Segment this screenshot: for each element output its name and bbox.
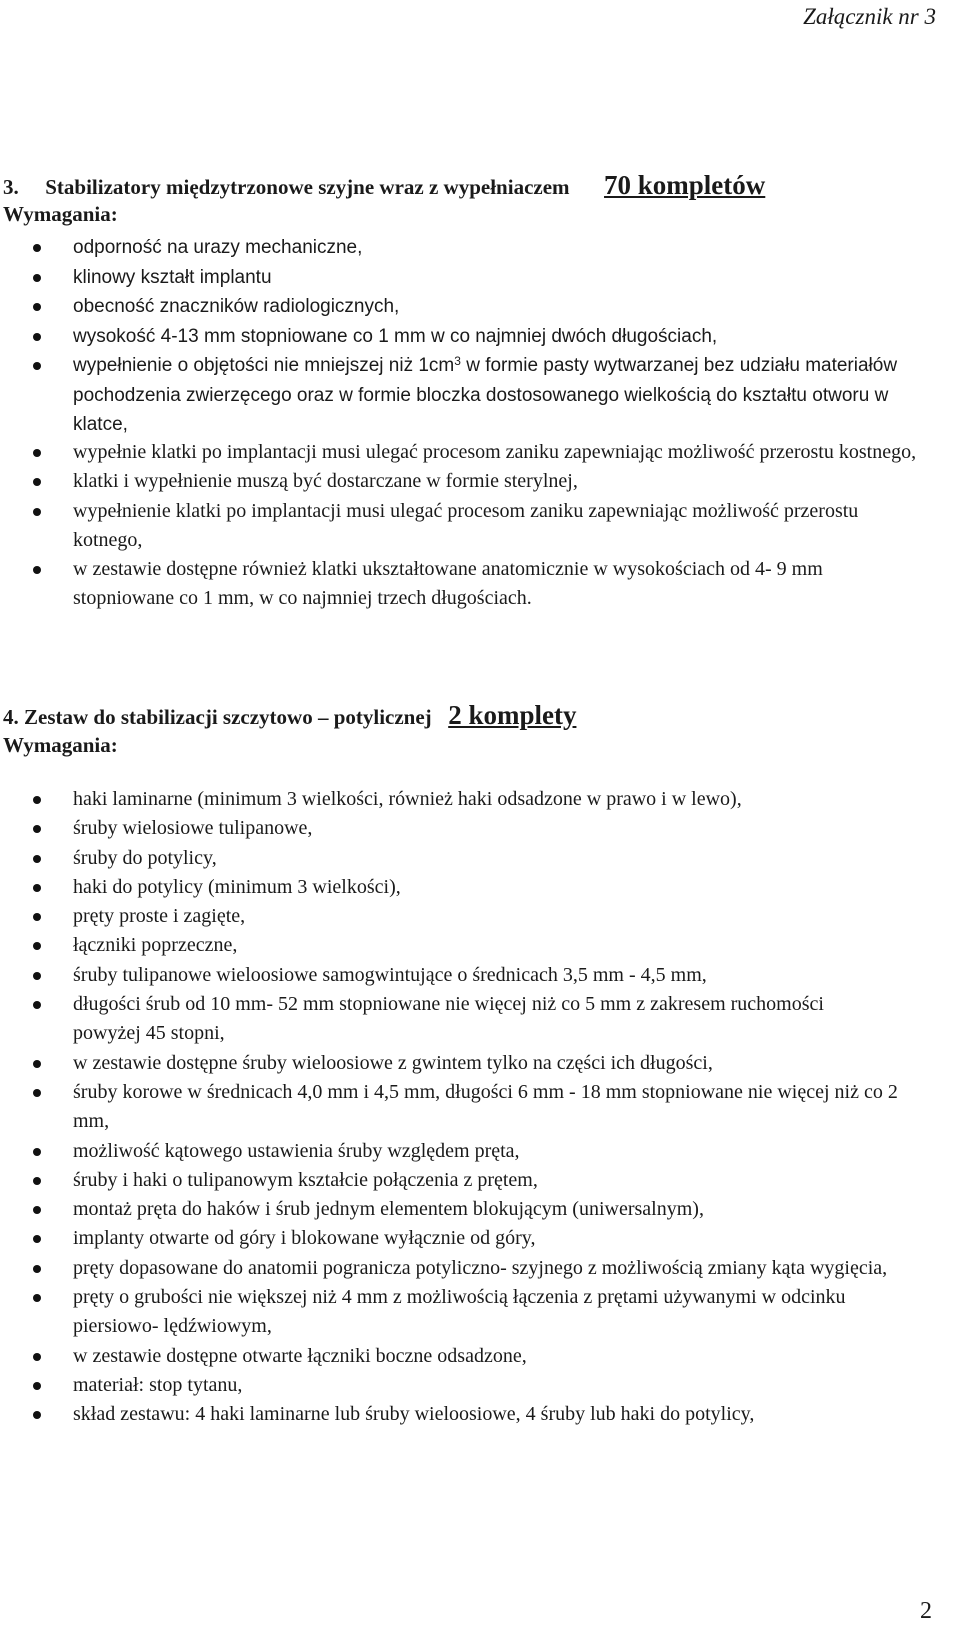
bullet-icon xyxy=(33,1206,41,1214)
bullet-icon xyxy=(33,1001,41,1009)
section-4-amount: 2 komplety xyxy=(448,700,577,730)
list-item: długości śrub od 10 mm- 52 mm stopniowane nie więcej niż co 5 mm z zakresem ruchomości xyxy=(73,990,913,1019)
bullet-icon xyxy=(33,274,41,282)
bullet-icon xyxy=(33,796,41,804)
list-item: śruby tulipanowe wieloosiowe samogwintujące o średnicach 3,5 mm - 4,5 mm, xyxy=(73,961,913,990)
list-item: wypełnienie klatki po implantacji musi ulegać procesom zaniku zapewniając możliwość przerostu kotnego, xyxy=(73,497,923,556)
bullet-icon xyxy=(33,1235,41,1243)
bullet-icon xyxy=(33,1411,41,1419)
list-item: haki do potylicy (minimum 3 wielkości), xyxy=(73,873,913,902)
bullet-icon xyxy=(33,942,41,950)
list-item: haki laminarne (minimum 3 wielkości, również haki odsadzone w prawo i w lewo), xyxy=(73,785,913,814)
section-4-heading xyxy=(3,700,576,731)
list-item: śruby korowe w średnicach 4,0 mm i 4,5 mm, długości 6 mm - 18 mm stopniowane nie więcej niż co 2 mm, xyxy=(73,1078,913,1137)
bullet-icon xyxy=(33,1148,41,1156)
section-3-number: 3. xyxy=(3,175,19,199)
page-number: 2 xyxy=(920,1598,932,1624)
list-item: śruby wielosiowe tulipanowe, xyxy=(73,814,913,843)
list-item: pręty dopasowane do anatomii pogranicza potyliczno- szyjnego z możliwością zmiany kąta wygięcia, xyxy=(73,1254,913,1283)
list-item-continuation: powyżej 45 stopni, xyxy=(73,1022,225,1045)
section-3-amount: 70 kompletów xyxy=(604,170,766,200)
bullet-icon xyxy=(33,1060,41,1068)
list-item: w zestawie dostępne również klatki ukształtowane anatomicznie w wysokościach od 4- 9 mm stopniowane co 1 mm, w co najmniej trzech długościach. xyxy=(73,555,923,614)
section-4-title: Zestaw do stabilizacji szczytowo – potylicznej xyxy=(24,705,432,729)
bullet-icon xyxy=(33,566,41,574)
list-item: w zestawie dostępne śruby wieloosiowe z gwintem tylko na części ich długości, xyxy=(73,1049,913,1078)
list-item: skład zestawu: 4 haki laminarne lub śruby wieloosiowe, 4 śruby lub haki do potylicy, xyxy=(73,1400,913,1429)
list-item: wypełnie klatki po implantacji musi ulegać procesom zaniku zapewniając możliwość przerostu kostnego, xyxy=(73,438,923,467)
attachment-label: Załącznik nr 3 xyxy=(803,4,936,29)
bullet-icon xyxy=(33,333,41,341)
bullet-icon xyxy=(33,825,41,833)
list-item: klinowy kształt implantu xyxy=(73,263,923,293)
list-item: pręty o grubości nie większej niż 4 mm z możliwością łączenia z prętami używanymi w odcinku piersiowo- lędźwiowym, xyxy=(73,1283,913,1342)
list-item: wysokość 4-13 mm stopniowane co 1 mm w co najmniej dwóch długościach, xyxy=(73,322,923,352)
list-item: łączniki poprzeczne, xyxy=(73,931,913,960)
section-3-heading xyxy=(3,170,765,201)
section-3-list-a xyxy=(73,233,923,440)
section-3-requirements-label: Wymagania: xyxy=(3,202,118,226)
bullet-icon xyxy=(33,362,41,370)
bullet-icon xyxy=(33,508,41,516)
bullet-icon xyxy=(33,884,41,892)
list-item: odporność na urazy mechaniczne, xyxy=(73,233,923,263)
list-item: implanty otwarte od góry i blokowane wyłącznie od góry, xyxy=(73,1224,913,1253)
bullet-icon xyxy=(33,913,41,921)
list-item: montaż pręta do haków i śrub jednym elementem blokującym (uniwersalnym), xyxy=(73,1195,913,1224)
bullet-icon xyxy=(33,972,41,980)
bullet-icon xyxy=(33,1089,41,1097)
bullet-icon xyxy=(33,303,41,311)
section-3-title: Stabilizatory międzytrzonowe szyjne wraz z wypełniaczem xyxy=(45,175,570,199)
bullet-icon xyxy=(33,1382,41,1390)
bullet-icon xyxy=(33,855,41,863)
list-item: pręty proste i zagięte, xyxy=(73,902,913,931)
list-item: materiał: stop tytanu, xyxy=(73,1371,913,1400)
section-3-list-b xyxy=(73,438,923,614)
list-item: możliwość kątowego ustawienia śruby względem pręta, xyxy=(73,1137,913,1166)
list-item: obecność znaczników radiologicznych, xyxy=(73,292,923,322)
bullet-icon xyxy=(33,1177,41,1185)
section-4-requirements-label: Wymagania: xyxy=(3,733,118,757)
bullet-icon xyxy=(33,244,41,252)
bullet-icon xyxy=(33,449,41,457)
bullet-icon xyxy=(33,1353,41,1361)
list-item: klatki i wypełnienie muszą być dostarczane w formie sterylnej, xyxy=(73,467,923,496)
bullet-icon xyxy=(33,1294,41,1302)
section-4-number: 4. xyxy=(3,705,19,729)
bullet-icon xyxy=(33,1265,41,1273)
list-item: śruby i haki o tulipanowym kształcie połączenia z prętem, xyxy=(73,1166,913,1195)
list-item: wypełnienie o objętości nie mniejszej niż $1cm^3$ w formie pasty wytwarzanej bez udziału materiałów pochodzenia zwierzęcego oraz w formie bloczka dostosowanego wielkością do kształtu otworu w klatce, xyxy=(73,351,923,440)
bullet-icon xyxy=(33,478,41,486)
list-item: w zestawie dostępne otwarte łączniki boczne odsadzone, xyxy=(73,1342,913,1371)
list-item: śruby do potylicy, xyxy=(73,844,913,873)
section-4-list xyxy=(73,785,913,1430)
